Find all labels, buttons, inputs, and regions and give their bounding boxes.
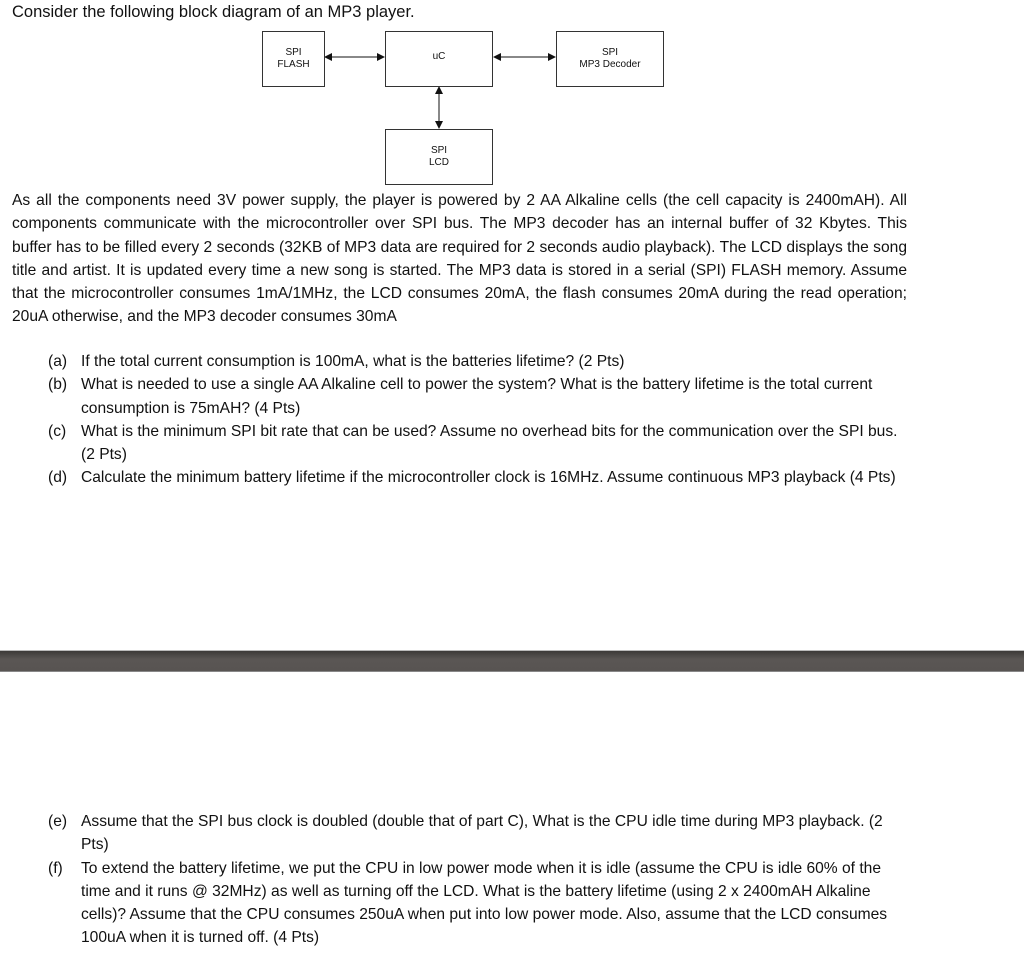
document-title: Consider the following block diagram of an MP3 player. [12, 3, 415, 21]
question-text: What is needed to use a single AA Alkaline cell to power the system? What is the battery lifetime is the total current consumption is 75mAH? (4 Pts) [81, 376, 873, 417]
question-label: (b) [48, 376, 68, 394]
spi-flash-block [262, 31, 325, 87]
block-label: MP3 Decoder [579, 59, 641, 70]
question-text: What is the minimum SPI bit rate that can be used? Assume no overhead bits for the communication over the SPI bus. (2 Pts) [81, 422, 898, 464]
question-d [48, 466, 908, 489]
block-label: SPI [430, 145, 448, 156]
block-label: SPI [285, 47, 302, 58]
question-text: Calculate the minimum battery lifetime if the microcontroller clock is 16MHz. Assume continuous MP3 playback (4 Pts) [81, 469, 896, 487]
question-label: (c) [48, 422, 67, 440]
question-label: (e) [48, 813, 68, 830]
block-label: SPI [601, 47, 619, 58]
question-b [48, 373, 908, 420]
question-label: (f) [48, 859, 63, 877]
questions-list-part2 [48, 810, 908, 950]
questions-list-part1 [48, 350, 908, 490]
question-f [48, 857, 908, 950]
block-label: LCD [428, 157, 449, 168]
question-c [48, 420, 908, 467]
question-label: (d) [48, 469, 68, 487]
question-text: To extend the battery lifetime, we put the CPU in low power mode when it is idle (assume the CPU is idle 60% of the time and it runs @ 32MHz) as well as turning off the LCD. What is the battery lifetime (using 2 x 2400mAH Alkaline cells)? Assume that the CPU consumes 250uA when put into low power mode. Also, assume that the LCD consumes 100uA when it is turned off. (4 Pts) [81, 859, 888, 947]
question-label: (a) [48, 353, 68, 370]
diagram-arrows [0, 0, 1024, 190]
problem-description: As all the components need 3V power supply, the player is powered by 2 AA Alkaline cells (the cell capacity is 2400mAH). All components communicate with the microcontroller over SPI bus. The MP3 decoder has an internal buffer of 32 Kbytes. This buffer has to be filled every 2 seconds (32KB of MP3 data are required for 2 seconds audio playback). The LCD displays the song title and artist. It is updated every time a new song is started. The MP3 data is stored in a serial (SPI) FLASH memory. Assume that the microcontroller consumes 1mA/1MHz, the LCD consumes 20mA, the flash consumes 20mA during the read operation; 20uA otherwise, and the MP3 decoder consumes 30mA [12, 192, 907, 326]
question-text: If the total current consumption is 100mA, what is the batteries lifetime? (2 Pts) [81, 353, 625, 370]
uc-block [385, 31, 493, 87]
question-text: Assume that the SPI bus clock is doubled (double that of part C), What is the CPU idle time during MP3 playback. (2 Pts) [81, 813, 883, 854]
block-diagram [0, 0, 1024, 190]
block-label: FLASH [277, 59, 310, 70]
question-a [48, 350, 908, 373]
spi-lcd-block [385, 129, 493, 185]
spi-mp3-decoder-block [556, 31, 664, 87]
question-e [48, 810, 908, 857]
page-divider [0, 650, 1024, 672]
block-label: uC [432, 51, 446, 62]
